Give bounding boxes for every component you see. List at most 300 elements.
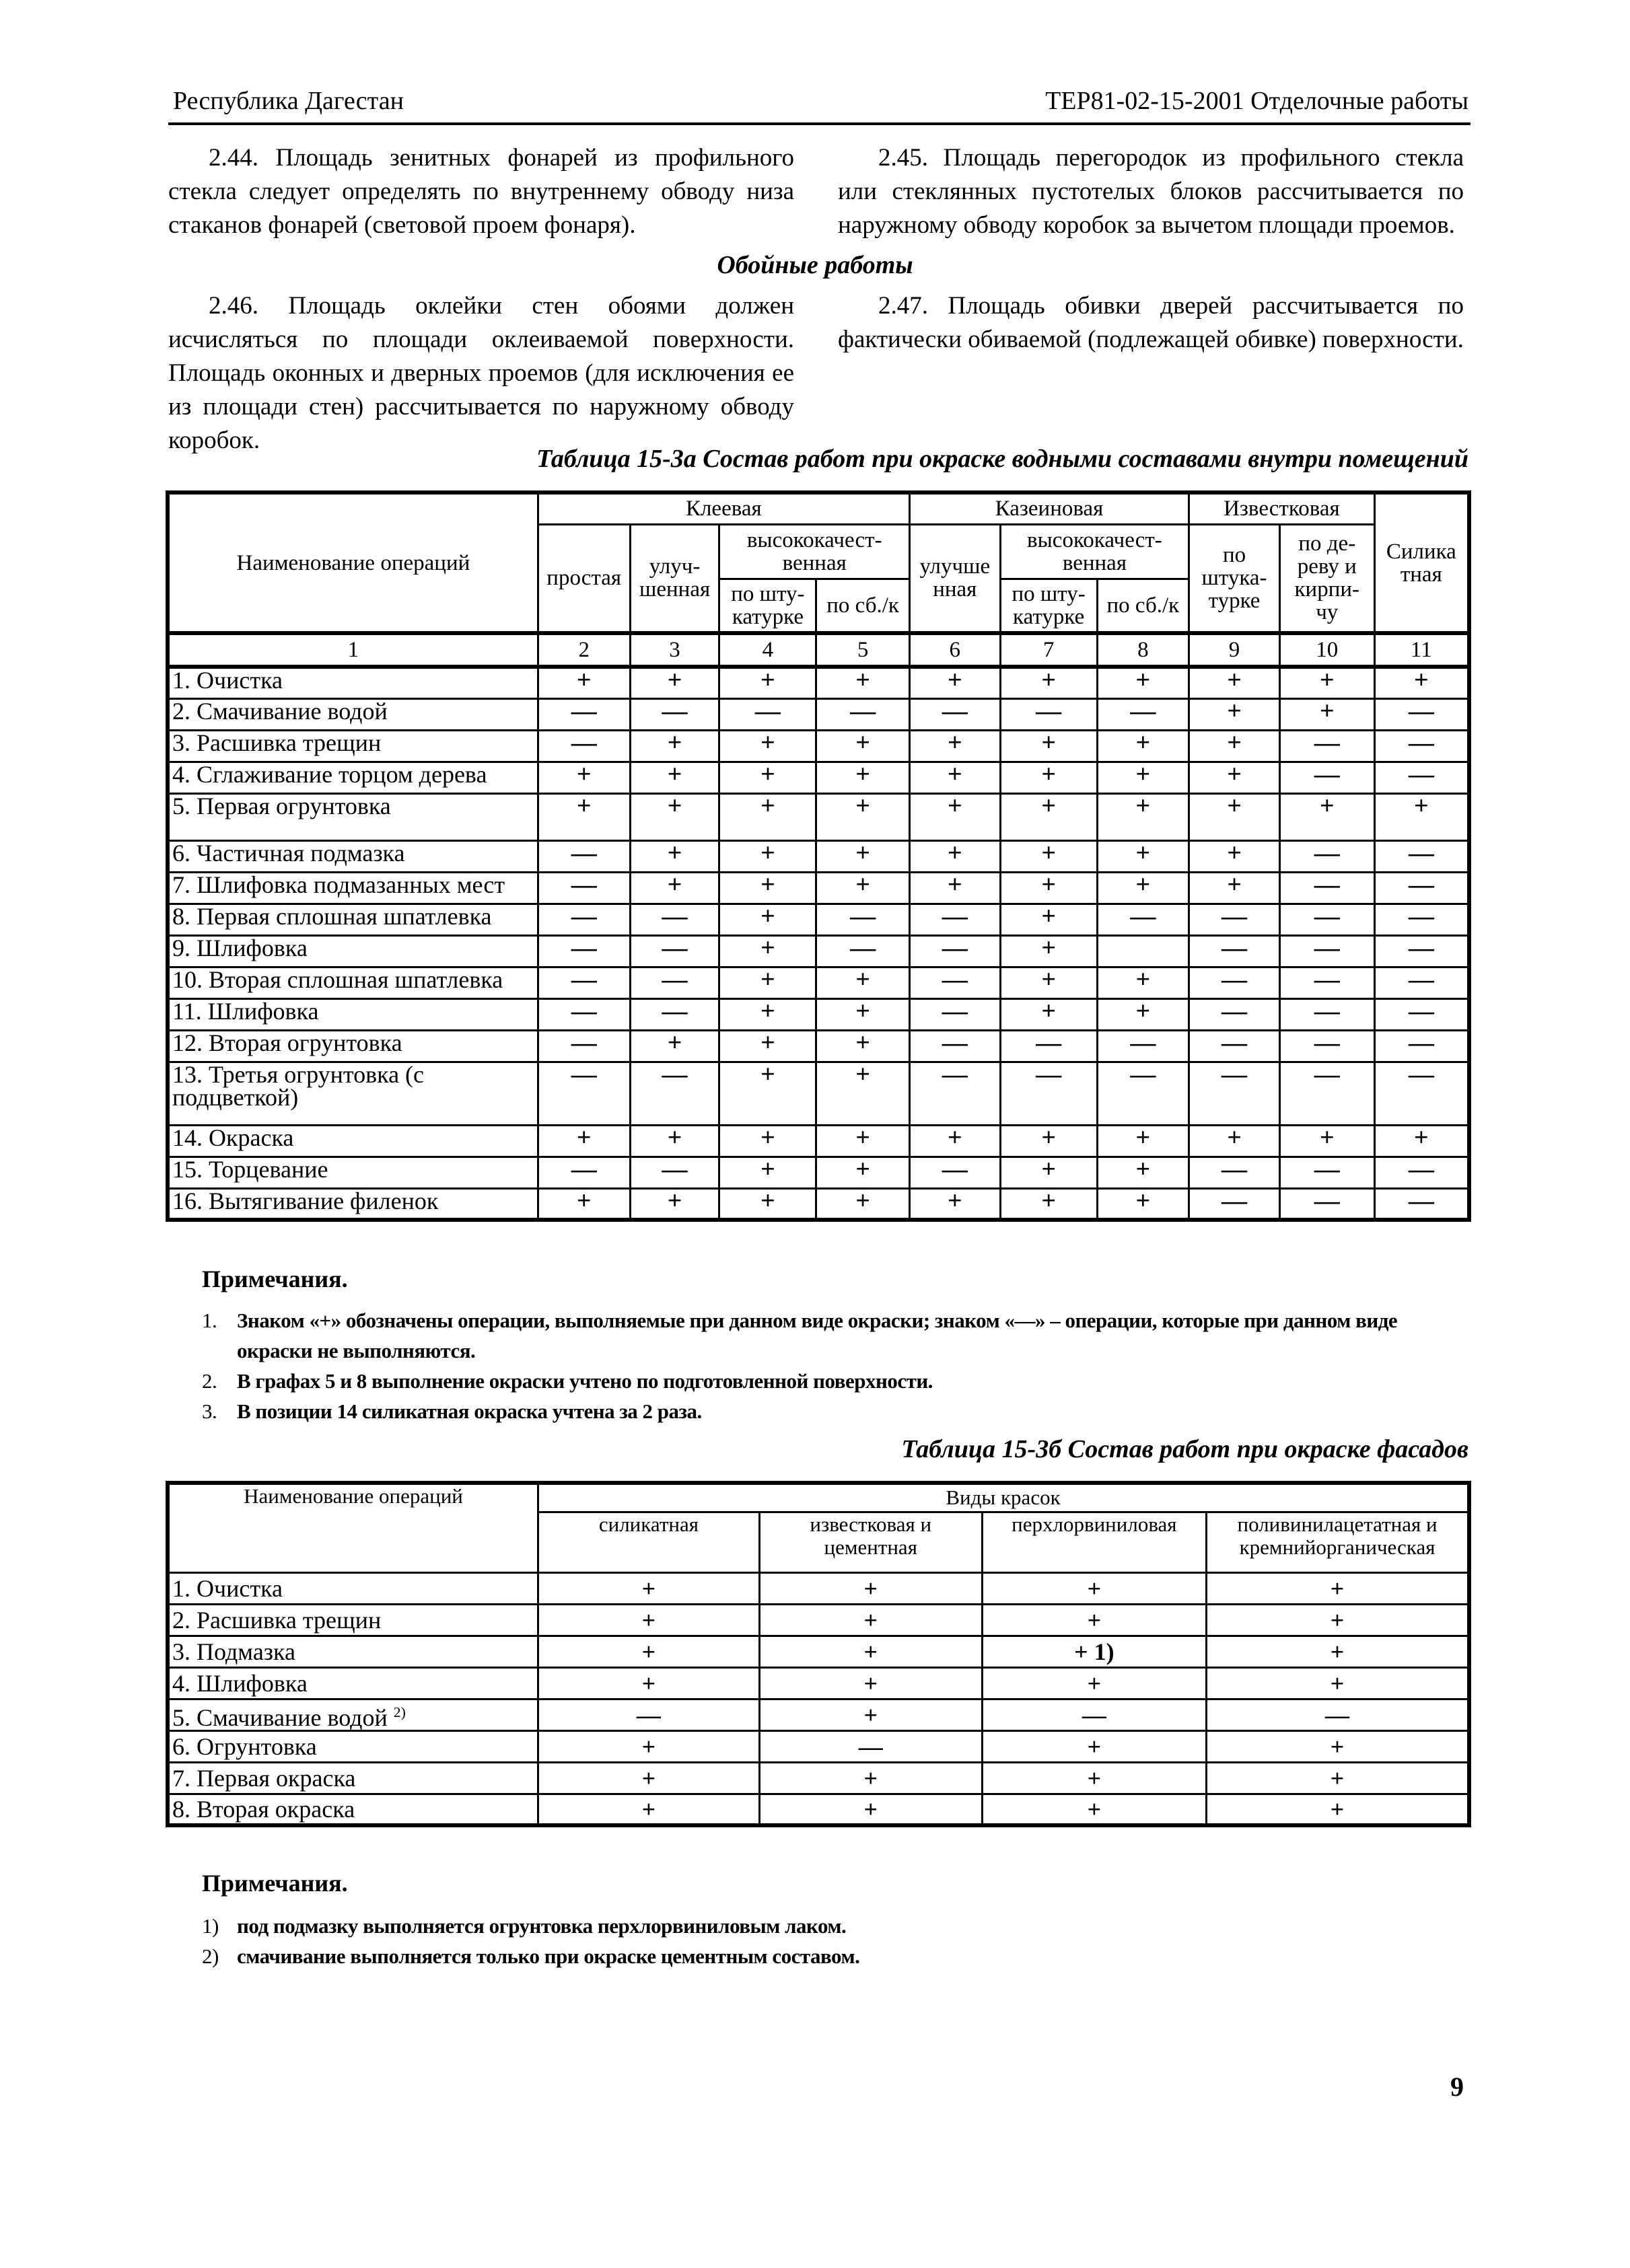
table-cell: + xyxy=(909,730,1000,762)
operation-name: 4. Сглаживание торцом дерева xyxy=(168,762,538,793)
note-item xyxy=(202,1911,1474,1941)
table-cell: + xyxy=(1000,935,1097,967)
table-cell: — xyxy=(1189,935,1280,967)
table-cell: + xyxy=(1207,1604,1469,1636)
paragraph-2-45: 2.45. Площадь перегородок из профильного стекла или стеклянных пустотелых блоков рассчитывается по наружному обводу коробок за вычетом площади проемов. xyxy=(838,144,1464,239)
header-kazeinovaya: Казеиновая xyxy=(909,492,1189,524)
operation-label: 8. Вторая окраска xyxy=(172,1795,355,1823)
header-izvestkovaya: Известковая xyxy=(1189,492,1374,524)
table-cell: + xyxy=(1207,1667,1469,1699)
table-cell: — xyxy=(1097,904,1189,935)
operation-name: 13. Третья огрунтовка (с подцветкой) xyxy=(168,1062,538,1125)
table-cell: + xyxy=(630,1188,719,1220)
table-cell: + xyxy=(1097,872,1189,904)
header-po-derevu: по де- реву и кирпи- чу xyxy=(1279,524,1374,633)
table-row xyxy=(168,1762,1469,1794)
table-row xyxy=(168,730,1469,762)
header-kleevaya: Клеевая xyxy=(538,492,909,524)
table-cell: + xyxy=(1374,1125,1469,1157)
table-cell: + xyxy=(538,793,630,840)
table-row xyxy=(168,1794,1469,1825)
operation-name: 16. Вытягивание филенок xyxy=(168,1188,538,1220)
operation-name: 8. Первая сплошная шпатлевка xyxy=(168,904,538,935)
column-header: поливинилацетатная и кремнийорганическая xyxy=(1207,1512,1469,1572)
header-name: Наименование операций xyxy=(168,492,538,633)
table-cell: + xyxy=(538,762,630,793)
table-cell: + xyxy=(982,1794,1206,1825)
table-cell: — xyxy=(538,1030,630,1062)
table-row xyxy=(168,1699,1469,1730)
table-cell: — xyxy=(1279,967,1374,998)
column-numbers-row xyxy=(168,633,1469,667)
header-po-sbk-2: по сб./к xyxy=(1097,579,1189,633)
table-cell: — xyxy=(909,967,1000,998)
table-cell: — xyxy=(909,1157,1000,1188)
table-cell: — xyxy=(1279,762,1374,793)
table-cell: + xyxy=(909,667,1000,698)
table-cell: + xyxy=(719,1157,816,1188)
operation-name: 3. Расшивка трещин xyxy=(168,730,538,762)
table-cell: + xyxy=(1189,872,1280,904)
operation-name: 1. Очистка xyxy=(168,667,538,698)
table-cell: — xyxy=(538,872,630,904)
note-number: 1) xyxy=(202,1914,219,1938)
table-row xyxy=(168,762,1469,793)
table-cell: + xyxy=(982,1604,1206,1636)
table-row xyxy=(168,1030,1469,1062)
table-cell: + xyxy=(719,935,816,967)
table-cell: + xyxy=(538,1762,760,1794)
footnote-marker: 2) xyxy=(393,1704,406,1720)
column-number: 1 xyxy=(168,633,538,667)
table-cell: — xyxy=(538,1157,630,1188)
table-cell: + xyxy=(719,904,816,935)
operation-name: 2. Смачивание водой xyxy=(168,698,538,730)
table-cell: + xyxy=(759,1794,982,1825)
operation-name: 15. Торцевание xyxy=(168,1157,538,1188)
table-cell: — xyxy=(1207,1699,1469,1730)
table-cell: + xyxy=(1189,698,1280,730)
table-row xyxy=(168,793,1469,840)
table-cell: — xyxy=(538,998,630,1030)
table-15-3a xyxy=(166,490,1471,1222)
table-row xyxy=(168,1125,1469,1157)
table-cell: + xyxy=(1279,698,1374,730)
table-cell: + xyxy=(982,1667,1206,1699)
table-cell: + xyxy=(1189,840,1280,872)
table-cell: + xyxy=(719,667,816,698)
table-cell: — xyxy=(759,1730,982,1762)
table-row xyxy=(168,1188,1469,1220)
table-cell: + xyxy=(816,1030,910,1062)
table-cell: + xyxy=(1097,793,1189,840)
table-cell: — xyxy=(1189,998,1280,1030)
header-po-shtu-1: по шту- катурке xyxy=(719,579,816,633)
table-cell: + xyxy=(719,793,816,840)
table-cell: — xyxy=(1374,904,1469,935)
table-cell: + xyxy=(1000,967,1097,998)
note-number: 2) xyxy=(202,1944,219,1968)
operation-name: 7. Шлифовка подмазанных мест xyxy=(168,872,538,904)
table-cell: — xyxy=(816,698,910,730)
table-cell: — xyxy=(1189,1157,1280,1188)
operation-name: 12. Вторая огрунтовка xyxy=(168,1030,538,1062)
table-cell: + xyxy=(630,1125,719,1157)
table-cell: + xyxy=(630,730,719,762)
table-cell: + xyxy=(538,1667,760,1699)
table-cell: — xyxy=(909,1030,1000,1062)
table-cell: + xyxy=(759,1636,982,1667)
table-cell: + xyxy=(719,967,816,998)
table-row xyxy=(168,1062,1469,1125)
operation-label: 6. Огрунтовка xyxy=(172,1732,317,1760)
column-number: 10 xyxy=(1279,633,1374,667)
table-cell: + xyxy=(538,1572,760,1604)
table-cell: + xyxy=(816,793,910,840)
header-vysokokach-2: высококачест- венная xyxy=(1000,524,1189,579)
table-cell: — xyxy=(1374,698,1469,730)
operation-label: 4. Шлифовка xyxy=(172,1669,308,1697)
table-cell: — xyxy=(1279,935,1374,967)
table-cell: + xyxy=(1189,730,1280,762)
table-cell: + xyxy=(1097,1125,1189,1157)
page-number: 9 xyxy=(1450,2072,1464,2102)
table-cell: — xyxy=(1374,762,1469,793)
table-cell: — xyxy=(1189,1030,1280,1062)
column-number: 11 xyxy=(1374,633,1469,667)
table-cell: — xyxy=(1279,872,1374,904)
table-cell: + xyxy=(538,1794,760,1825)
header-po-shtukaturke: по штука- турке xyxy=(1189,524,1280,633)
table-cell: + xyxy=(1000,998,1097,1030)
header-po-sbk-1: по сб./к xyxy=(816,579,910,633)
operation-label: 7. Первая окраска xyxy=(172,1764,356,1792)
table-cell: + xyxy=(719,998,816,1030)
table-cell: — xyxy=(630,998,719,1030)
note-number: 1. xyxy=(202,1309,217,1332)
table-cell: — xyxy=(538,967,630,998)
table-cell: — xyxy=(1374,1030,1469,1062)
notes2-list xyxy=(202,1911,1474,1971)
table-cell: — xyxy=(816,904,910,935)
table-row xyxy=(168,967,1469,998)
table-cell: + xyxy=(1374,793,1469,840)
table-cell: — xyxy=(816,935,910,967)
section-heading: Обойные работы xyxy=(717,251,913,279)
header-rule xyxy=(168,122,1470,125)
header-silikatnaya: Силика тная xyxy=(1374,492,1469,633)
operation-name: 6. Частичная подмазка xyxy=(168,840,538,872)
table-row xyxy=(168,904,1469,935)
table-cell: + xyxy=(759,1762,982,1794)
table-cell: + xyxy=(1097,967,1189,998)
table-cell: + xyxy=(1000,1125,1097,1157)
table1-caption: Таблица 15-3а Состав работ при окраске водными составами внутри помещений xyxy=(536,445,1468,473)
note-number: 3. xyxy=(202,1399,217,1423)
operation-name xyxy=(168,1730,538,1762)
operation-name xyxy=(168,1604,538,1636)
operation-name: 11. Шлифовка xyxy=(168,998,538,1030)
column-number: 3 xyxy=(630,633,719,667)
table-cell: — xyxy=(909,904,1000,935)
table-cell: — xyxy=(538,840,630,872)
table-cell: + xyxy=(909,1188,1000,1220)
table-cell: — xyxy=(909,1062,1000,1125)
note-number: 2. xyxy=(202,1369,217,1393)
column-number: 4 xyxy=(719,633,816,667)
table-cell: — xyxy=(1097,1062,1189,1125)
table-cell: — xyxy=(982,1699,1206,1730)
table-cell: — xyxy=(630,1062,719,1125)
table-cell: + xyxy=(719,840,816,872)
note-text: В графах 5 и 8 выполнение окраски учтено по подготовленной поверхности. xyxy=(237,1369,933,1393)
column-header: перхлорвиниловая xyxy=(982,1512,1206,1572)
table-cell: — xyxy=(719,698,816,730)
table-cell: + xyxy=(1189,1125,1280,1157)
table-cell: + xyxy=(816,840,910,872)
table-cell: — xyxy=(538,730,630,762)
table-cell: + xyxy=(630,840,719,872)
table-cell: + xyxy=(719,1062,816,1125)
table-cell: + xyxy=(1207,1794,1469,1825)
table-cell: — xyxy=(1000,698,1097,730)
table-cell: + xyxy=(1279,667,1374,698)
table-cell: + 1) xyxy=(982,1636,1206,1667)
table-row xyxy=(168,1157,1469,1188)
header-uluchshennaya-2: улучше нная xyxy=(909,524,1000,633)
column-number: 6 xyxy=(909,633,1000,667)
table-cell: — xyxy=(1374,1157,1469,1188)
operation-name xyxy=(168,1667,538,1699)
header-vysokokach-1: высококачест- венная xyxy=(719,524,909,579)
table-cell: — xyxy=(1189,1188,1280,1220)
table-cell: — xyxy=(538,698,630,730)
table-cell: + xyxy=(982,1762,1206,1794)
operation-name: 5. Первая огрунтовка xyxy=(168,793,538,840)
table-cell: + xyxy=(1207,1762,1469,1794)
table-cell: — xyxy=(1279,1030,1374,1062)
table-cell: + xyxy=(1097,730,1189,762)
table-cell: + xyxy=(816,1188,910,1220)
column-number: 2 xyxy=(538,633,630,667)
table-cell: + xyxy=(816,1157,910,1188)
table-cell: + xyxy=(816,667,910,698)
table-cell: — xyxy=(538,1062,630,1125)
table-cell: + xyxy=(1097,1157,1189,1188)
table-cell: + xyxy=(909,762,1000,793)
table-cell: — xyxy=(1374,1188,1469,1220)
table-cell: + xyxy=(719,1188,816,1220)
operation-name xyxy=(168,1762,538,1794)
table-cell: + xyxy=(909,793,1000,840)
table-cell: + xyxy=(719,762,816,793)
table-cell: + xyxy=(1000,1157,1097,1188)
table-cell: — xyxy=(1189,1062,1280,1125)
table-cell: + xyxy=(1189,793,1280,840)
table-cell: + xyxy=(1000,730,1097,762)
table-row xyxy=(168,1572,1469,1604)
table-cell: + xyxy=(816,762,910,793)
header-right: ТЕР81-02-15-2001 Отделочные работы xyxy=(1045,87,1468,115)
note-text: В позиции 14 силикатная окраска учтена за 2 раза. xyxy=(237,1399,702,1423)
note-item xyxy=(202,1396,1474,1426)
table-cell: + xyxy=(630,793,719,840)
table-cell: — xyxy=(909,998,1000,1030)
table-row xyxy=(168,1667,1469,1699)
notes1-title: Примечания. xyxy=(202,1266,348,1292)
table-cell: + xyxy=(1279,793,1374,840)
notes1-list xyxy=(202,1305,1474,1426)
operation-name: 14. Окраска xyxy=(168,1125,538,1157)
column-number: 5 xyxy=(816,633,910,667)
table-cell: + xyxy=(630,872,719,904)
header-name: Наименование операций xyxy=(168,1483,538,1572)
table-cell: + xyxy=(759,1572,982,1604)
table-cell: — xyxy=(909,935,1000,967)
table-row xyxy=(168,667,1469,698)
table-cell: — xyxy=(1279,1062,1374,1125)
table-row xyxy=(168,872,1469,904)
table-cell: + xyxy=(1000,904,1097,935)
table-cell: — xyxy=(538,1699,760,1730)
table-cell: — xyxy=(1374,840,1469,872)
header-left: Республика Дагестан xyxy=(173,87,404,115)
table-cell: + xyxy=(630,1030,719,1062)
table-row xyxy=(168,1730,1469,1762)
operation-label: 2. Расшивка трещин xyxy=(172,1606,382,1634)
table-cell: + xyxy=(1097,667,1189,698)
column-header: силикатная xyxy=(538,1512,760,1572)
table-cell: + xyxy=(1000,1188,1097,1220)
table-cell: + xyxy=(538,1730,760,1762)
table-cell: + xyxy=(1000,793,1097,840)
operation-name: 10. Вторая сплошная шпатлевка xyxy=(168,967,538,998)
table-cell: — xyxy=(1374,967,1469,998)
table-cell: — xyxy=(1279,840,1374,872)
table-cell: — xyxy=(1279,998,1374,1030)
operation-name xyxy=(168,1636,538,1667)
table-cell: + xyxy=(1000,840,1097,872)
table-cell: — xyxy=(630,935,719,967)
table-cell: + xyxy=(630,667,719,698)
table-cell: — xyxy=(630,967,719,998)
table-cell: + xyxy=(1189,762,1280,793)
table-row xyxy=(168,998,1469,1030)
table-cell: + xyxy=(816,872,910,904)
column-header: известковая и цементная xyxy=(759,1512,982,1572)
table-cell: — xyxy=(1279,730,1374,762)
notes2-title: Примечания. xyxy=(202,1870,348,1897)
column-number: 9 xyxy=(1189,633,1280,667)
header-po-shtu-2: по шту- катурке xyxy=(1000,579,1097,633)
table-cell: — xyxy=(1279,1188,1374,1220)
table-cell: + xyxy=(1000,667,1097,698)
table-cell: + xyxy=(816,730,910,762)
note-item xyxy=(202,1366,1474,1396)
operation-name xyxy=(168,1699,538,1730)
table-cell: + xyxy=(982,1572,1206,1604)
table-cell: + xyxy=(1097,1188,1189,1220)
paragraph-2-44: 2.44. Площадь зенитных фонарей из профильного стекла следует определять по внутреннему обводу низа стаканов фонарей (световой проем фонаря). xyxy=(168,144,794,239)
note-text: под подмазку выполняется огрунтовка перхлорвиниловым лаком. xyxy=(237,1914,847,1938)
table-cell: + xyxy=(759,1667,982,1699)
note-text: Знаком «+» обозначены операции, выполняемые при данном виде окраски; знаком «—» – операции, которые при данном виде окраски не выполняются. xyxy=(237,1309,1398,1362)
table-cell: — xyxy=(538,904,630,935)
header-group: Виды красок xyxy=(538,1483,1469,1512)
table-cell: — xyxy=(630,1157,719,1188)
table-cell: + xyxy=(1189,667,1280,698)
table-cell: — xyxy=(1000,1030,1097,1062)
table-cell: + xyxy=(538,1188,630,1220)
table-cell: + xyxy=(816,967,910,998)
column-number: 7 xyxy=(1000,633,1097,667)
table-cell: + xyxy=(1207,1636,1469,1667)
paragraph-2-46: 2.46. Площадь оклейки стен обоями должен исчисляться по площади оклеиваемой поверхности. Площадь оконных и дверных проемов (для исключения ее из площади стен) рассчитывается по наружному обводу коробок. xyxy=(168,292,794,454)
table-cell: + xyxy=(719,730,816,762)
table-cell: + xyxy=(759,1699,982,1730)
table2-caption: Таблица 15-3б Состав работ при окраске фасадов xyxy=(901,1435,1468,1463)
table-cell: — xyxy=(1374,1062,1469,1125)
table-cell: — xyxy=(630,904,719,935)
table-cell: + xyxy=(909,1125,1000,1157)
table-cell: — xyxy=(1374,872,1469,904)
table-cell: + xyxy=(1097,840,1189,872)
table-cell: + xyxy=(1000,762,1097,793)
table-cell: + xyxy=(1279,1125,1374,1157)
table-cell: + xyxy=(630,762,719,793)
table-15-3b xyxy=(166,1481,1471,1827)
table-cell: + xyxy=(909,840,1000,872)
table-cell: + xyxy=(1000,872,1097,904)
table-cell: + xyxy=(1207,1730,1469,1762)
table-cell: + xyxy=(1097,762,1189,793)
table-cell xyxy=(1097,935,1189,967)
table-row xyxy=(168,935,1469,967)
table-cell: — xyxy=(538,935,630,967)
table-row xyxy=(168,1636,1469,1667)
operation-name xyxy=(168,1794,538,1825)
table-cell: — xyxy=(1279,904,1374,935)
table-row xyxy=(168,1604,1469,1636)
note-text: смачивание выполняется только при окраске цементным составом. xyxy=(237,1944,860,1968)
table-cell: — xyxy=(1097,1030,1189,1062)
table-cell: — xyxy=(1374,935,1469,967)
table-cell: + xyxy=(909,872,1000,904)
header-prostaya: простая xyxy=(538,524,630,633)
note-item xyxy=(202,1941,1474,1971)
table-cell: + xyxy=(538,1604,760,1636)
note-item xyxy=(202,1305,1474,1366)
operation-label: 1. Очистка xyxy=(172,1574,283,1602)
table-cell: + xyxy=(538,667,630,698)
operation-label: 3. Подмазка xyxy=(172,1638,295,1665)
table-cell: — xyxy=(1097,698,1189,730)
table-cell: + xyxy=(1097,998,1189,1030)
table-cell: — xyxy=(1189,967,1280,998)
table-cell: — xyxy=(630,698,719,730)
table-cell: + xyxy=(816,1125,910,1157)
table-cell: + xyxy=(719,872,816,904)
header-uluchshennaya: улуч- шенная xyxy=(630,524,719,633)
table-cell: — xyxy=(1279,1157,1374,1188)
operation-name xyxy=(168,1572,538,1604)
table-cell: + xyxy=(538,1125,630,1157)
table-cell: + xyxy=(1207,1572,1469,1604)
table-cell: + xyxy=(816,1062,910,1125)
table-row xyxy=(168,698,1469,730)
column-number: 8 xyxy=(1097,633,1189,667)
table-cell: — xyxy=(909,698,1000,730)
